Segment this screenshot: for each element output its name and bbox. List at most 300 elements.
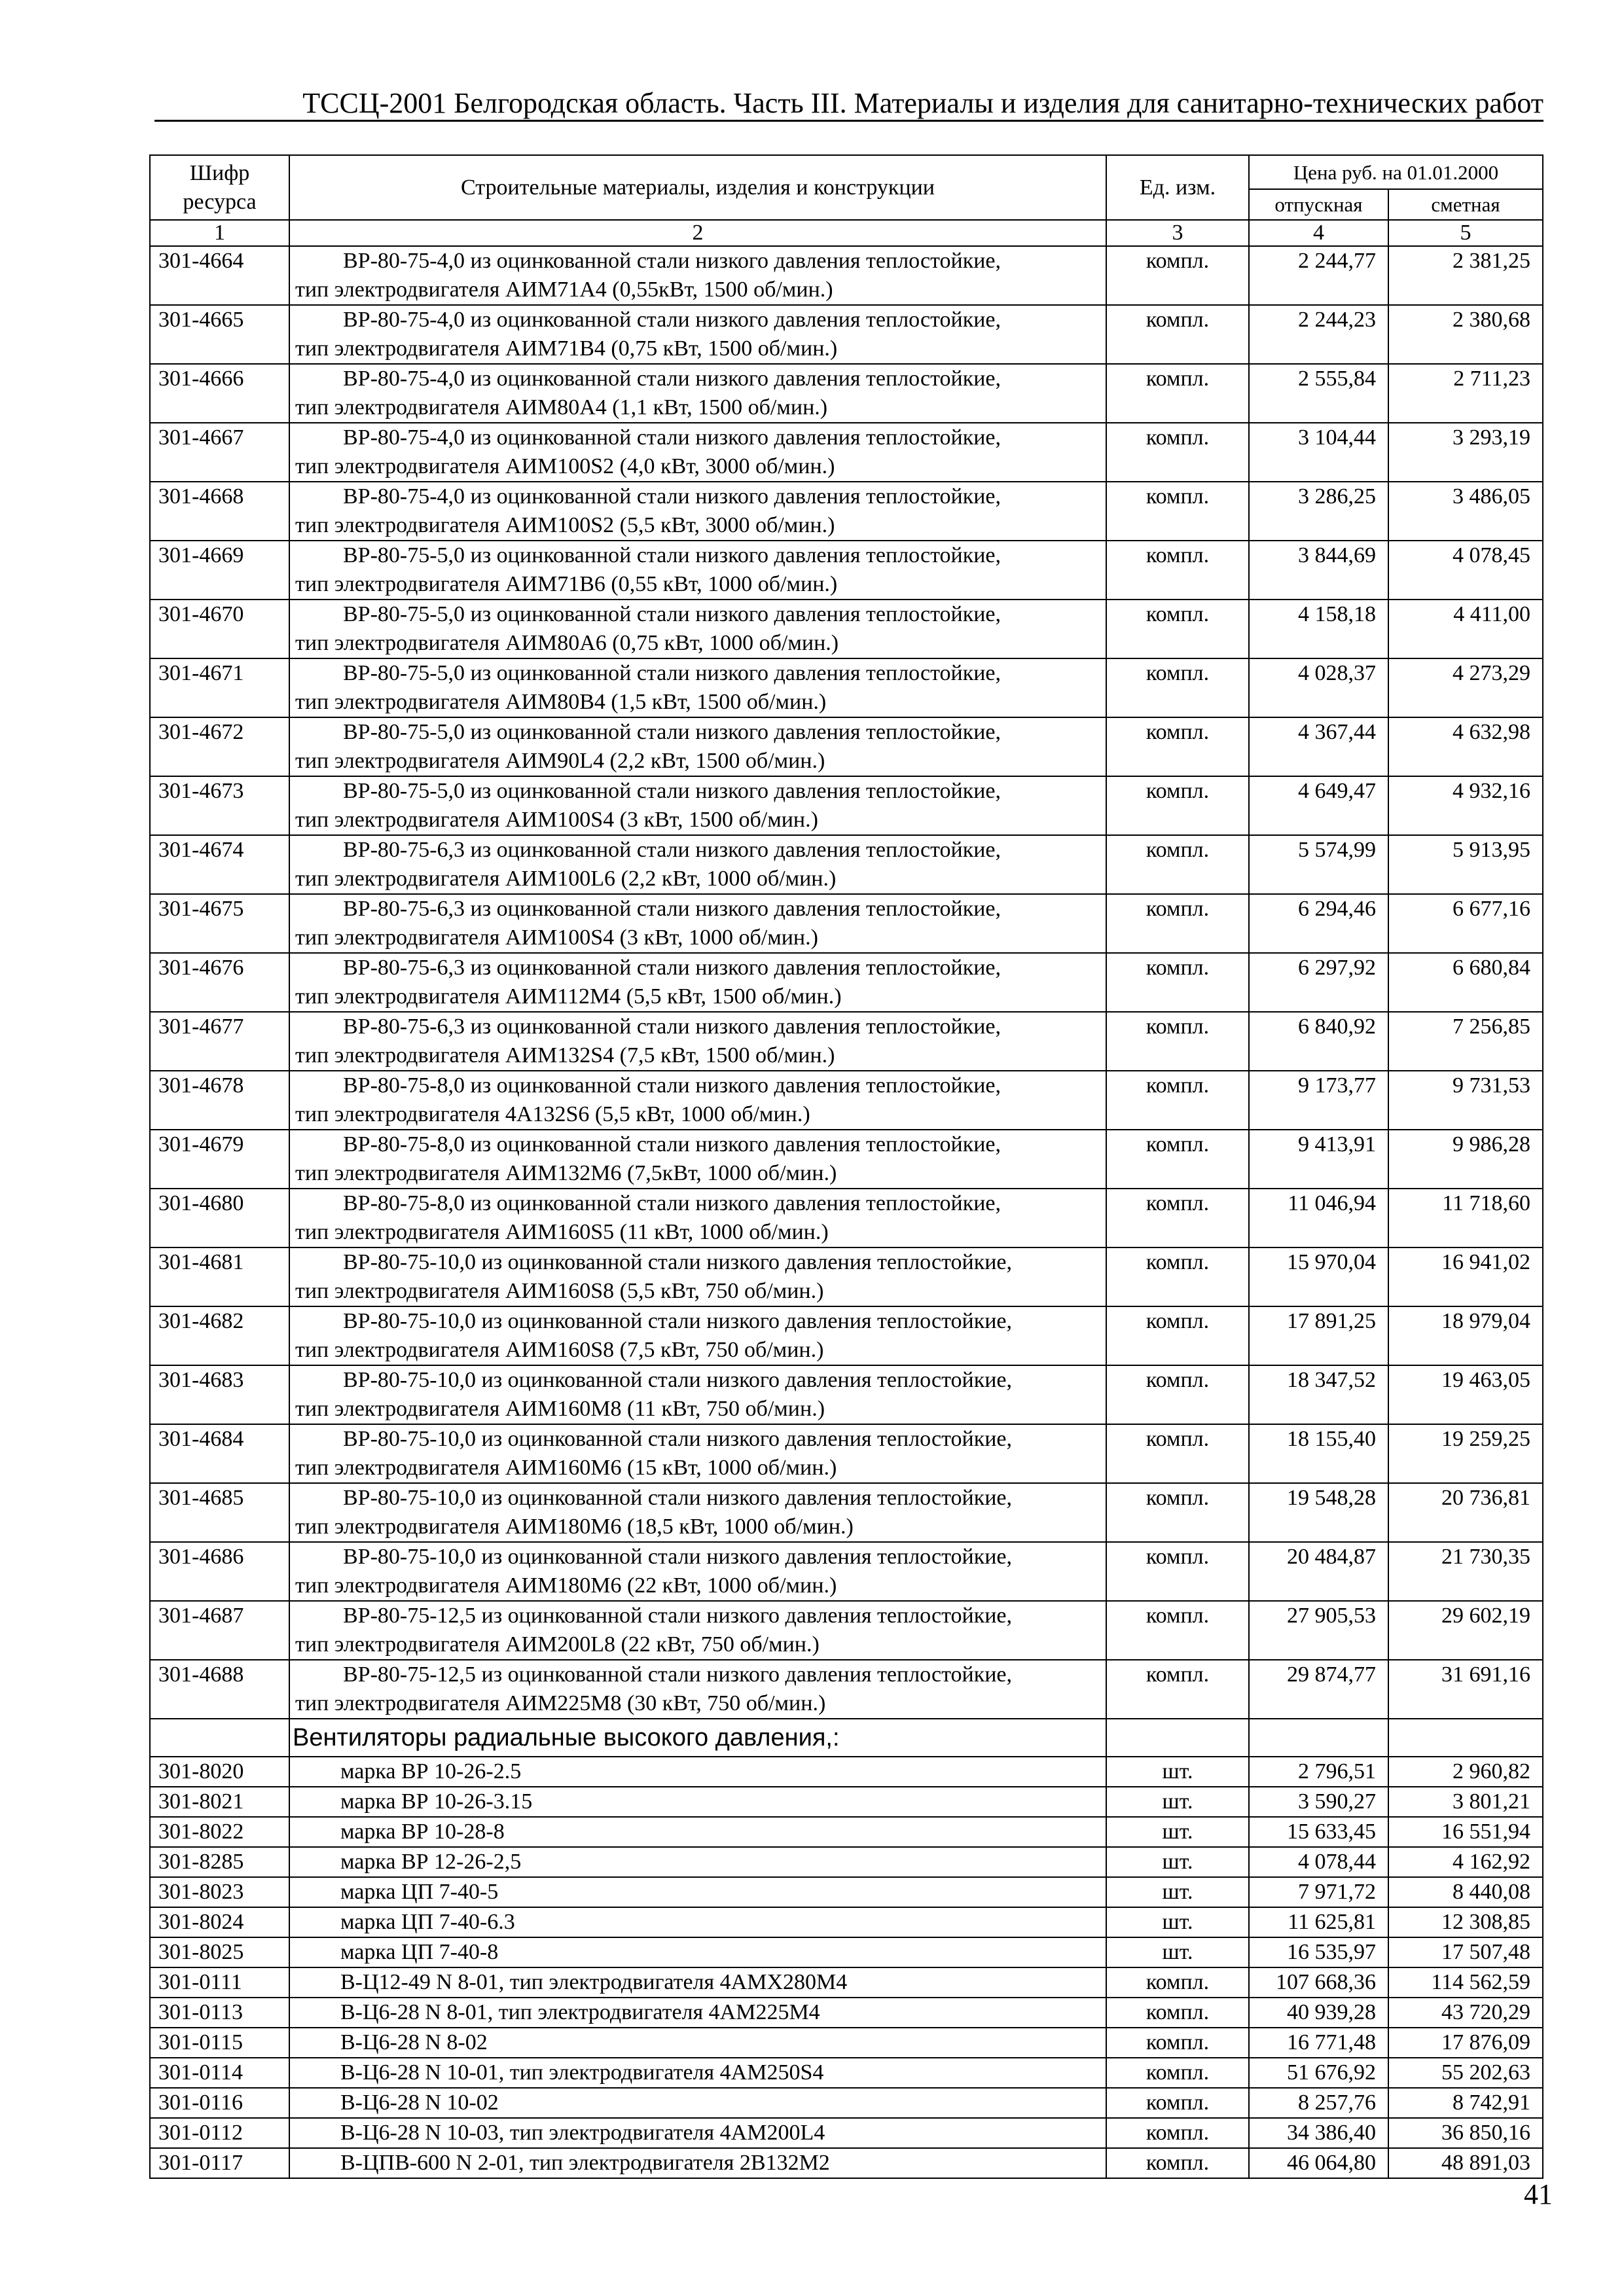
- unit-of-measure: шт.: [1106, 1907, 1249, 1937]
- description-line-2: тип электродвигателя АИМ200L8 (22 кВт, 750 об/мин.): [295, 1632, 820, 1657]
- estimate-price: 4 932,16: [1388, 776, 1543, 835]
- resource-code: 301-4670: [150, 600, 289, 658]
- release-price: 2 244,23: [1249, 305, 1388, 364]
- release-price: 6 294,46: [1249, 894, 1388, 953]
- release-price: 29 874,77: [1249, 1660, 1388, 1719]
- description-line-1: ВР-80-75-5,0 из оцинкованной стали низкого давления теплостойкие,: [343, 602, 1001, 626]
- release-price: 15 970,04: [1249, 1247, 1388, 1306]
- resource-code: 301-4672: [150, 717, 289, 776]
- resource-code: 301-4666: [150, 364, 289, 423]
- estimate-price: 21 730,35: [1388, 1542, 1543, 1601]
- description-line-1: ВР-80-75-10,0 из оцинкованной стали низкого давления теплостойкие,: [343, 1545, 1013, 1569]
- page-number: 41: [1524, 2178, 1553, 2210]
- release-price: 51 676,92: [1249, 2058, 1388, 2088]
- description-line-1: ВР-80-75-6,3 из оцинкованной стали низкого давления теплостойкие,: [343, 1014, 1001, 1039]
- table-row: [150, 894, 1543, 953]
- table-row: [150, 1247, 1543, 1306]
- estimate-price: 16 551,94: [1388, 1817, 1543, 1847]
- release-price: 4 158,18: [1249, 600, 1388, 658]
- section-unit-empty: [1106, 1719, 1249, 1757]
- table-row: [150, 1787, 1543, 1817]
- description-line-2: тип электродвигателя АИМ100L6 (2,2 кВт, 1000 об/мин.): [295, 867, 837, 891]
- release-price: 2 555,84: [1249, 364, 1388, 423]
- estimate-price: 3 486,05: [1388, 482, 1543, 541]
- release-price: 7 971,72: [1249, 1877, 1388, 1907]
- item-description: [289, 1601, 1106, 1660]
- description-line-1: ВР-80-75-8,0 из оцинкованной стали низкого давления теплостойкие,: [343, 1191, 1001, 1215]
- table-row: [150, 1757, 1543, 1787]
- price-table: [149, 154, 1543, 2179]
- resource-code: 301-4674: [150, 835, 289, 894]
- resource-code: 301-4669: [150, 541, 289, 600]
- description-line-2: тип электродвигателя 4А132S6 (5,5 кВт, 1000 об/мин.): [295, 1102, 810, 1126]
- unit-of-measure: компл.: [1106, 2118, 1249, 2148]
- item-description: [289, 1660, 1106, 1719]
- resource-code: 301-0111: [150, 1967, 289, 1998]
- item-description: [289, 1483, 1106, 1542]
- release-price: 3 590,27: [1249, 1787, 1388, 1817]
- unit-of-measure: компл.: [1106, 1365, 1249, 1424]
- table-row: [150, 482, 1543, 541]
- estimate-price: 19 463,05: [1388, 1365, 1543, 1424]
- table-row: [150, 1998, 1543, 2028]
- estimate-price: 2 711,23: [1388, 364, 1543, 423]
- item-description: [289, 1012, 1106, 1071]
- release-price: 5 574,99: [1249, 835, 1388, 894]
- table-row: [150, 2118, 1543, 2148]
- table-row: [150, 1601, 1543, 1660]
- item-description: марка ВР 12-26-2,5: [289, 1847, 1106, 1877]
- estimate-price: 9 731,53: [1388, 1071, 1543, 1130]
- resource-code: 301-4678: [150, 1071, 289, 1130]
- unit-of-measure: компл.: [1106, 894, 1249, 953]
- table-row: [150, 1817, 1543, 1847]
- table-row: [150, 246, 1543, 305]
- description-line-1: ВР-80-75-6,3 из оцинкованной стали низкого давления теплостойкие,: [343, 838, 1001, 862]
- resource-code: 301-8024: [150, 1907, 289, 1937]
- header-code: Шифр ресурса: [150, 155, 289, 220]
- header-rule: [154, 120, 1543, 122]
- release-price: 16 771,48: [1249, 2028, 1388, 2058]
- description-line-1: ВР-80-75-6,3 из оцинкованной стали низкого давления теплостойкие,: [343, 956, 1001, 980]
- description-line-2: тип электродвигателя АИМ225М8 (30 кВт, 750 об/мин.): [295, 1691, 826, 1715]
- item-description: [289, 600, 1106, 658]
- estimate-price: 31 691,16: [1388, 1660, 1543, 1719]
- resource-code: 301-4673: [150, 776, 289, 835]
- unit-of-measure: компл.: [1106, 600, 1249, 658]
- description-line-1: ВР-80-75-4,0 из оцинкованной стали низкого давления теплостойкие,: [343, 425, 1001, 450]
- resource-code: 301-0113: [150, 1998, 289, 2028]
- header-estimate-price: сметная: [1388, 189, 1543, 220]
- resource-code: 301-0116: [150, 2088, 289, 2118]
- item-description: [289, 482, 1106, 541]
- estimate-price: 4 273,29: [1388, 658, 1543, 717]
- resource-code: 301-4675: [150, 894, 289, 953]
- release-price: 46 064,80: [1249, 2148, 1388, 2178]
- table-row: [150, 600, 1543, 658]
- description-line-2: тип электродвигателя АИМ160S8 (7,5 кВт, 750 об/мин.): [295, 1338, 824, 1362]
- unit-of-measure: компл.: [1106, 2088, 1249, 2118]
- unit-of-measure: шт.: [1106, 1877, 1249, 1907]
- unit-of-measure: компл.: [1106, 1424, 1249, 1483]
- resource-code: 301-4688: [150, 1660, 289, 1719]
- unit-of-measure: компл.: [1106, 1247, 1249, 1306]
- unit-of-measure: шт.: [1106, 1847, 1249, 1877]
- resource-code: 301-4677: [150, 1012, 289, 1071]
- estimate-price: 29 602,19: [1388, 1601, 1543, 1660]
- resource-code: 301-4687: [150, 1601, 289, 1660]
- unit-of-measure: компл.: [1106, 1967, 1249, 1998]
- estimate-price: 18 979,04: [1388, 1306, 1543, 1365]
- description-line-2: тип электродвигателя АИМ100S2 (5,5 кВт, 3000 об/мин.): [295, 513, 835, 537]
- resource-code: 301-4679: [150, 1130, 289, 1189]
- item-description: марка ЦП 7-40-8: [289, 1937, 1106, 1967]
- resource-code: 301-4684: [150, 1424, 289, 1483]
- unit-of-measure: шт.: [1106, 1787, 1249, 1817]
- item-description: [289, 1189, 1106, 1247]
- item-description: [289, 1306, 1106, 1365]
- section-estimate-empty: [1388, 1719, 1543, 1757]
- table-row: [150, 423, 1543, 482]
- unit-of-measure: компл.: [1106, 1542, 1249, 1601]
- unit-of-measure: компл.: [1106, 246, 1249, 305]
- resource-code: 301-0114: [150, 2058, 289, 2088]
- description-line-1: ВР-80-75-4,0 из оцинкованной стали низкого давления теплостойкие,: [343, 367, 1001, 391]
- unit-of-measure: компл.: [1106, 1012, 1249, 1071]
- table-row: [150, 658, 1543, 717]
- resource-code: 301-8020: [150, 1757, 289, 1787]
- release-price: 4 028,37: [1249, 658, 1388, 717]
- unit-of-measure: компл.: [1106, 1130, 1249, 1189]
- header-name: Строительные материалы, изделия и конструкции: [289, 155, 1106, 220]
- table-row: [150, 1365, 1543, 1424]
- description-line-2: тип электродвигателя АИМ90L4 (2,2 кВт, 1500 об/мин.): [295, 749, 825, 773]
- description-line-1: ВР-80-75-5,0 из оцинкованной стали низкого давления теплостойкие,: [343, 720, 1001, 744]
- table-row: [150, 364, 1543, 423]
- release-price: 2 796,51: [1249, 1757, 1388, 1787]
- release-price: 18 347,52: [1249, 1365, 1388, 1424]
- resource-code: 301-4685: [150, 1483, 289, 1542]
- item-description: [289, 541, 1106, 600]
- release-price: 11 625,81: [1249, 1907, 1388, 1937]
- resource-code: 301-8021: [150, 1787, 289, 1817]
- estimate-price: 17 876,09: [1388, 2028, 1543, 2058]
- estimate-price: 7 256,85: [1388, 1012, 1543, 1071]
- item-description: марка ЦП 7-40-5: [289, 1877, 1106, 1907]
- release-price: 6 840,92: [1249, 1012, 1388, 1071]
- item-description: В-Ц6-28 N 8-01, тип электродвигателя 4АМ225М4: [289, 1998, 1106, 2028]
- description-line-2: тип электродвигателя АИМ160М8 (11 кВт, 750 об/мин.): [295, 1397, 825, 1421]
- unit-of-measure: компл.: [1106, 1601, 1249, 1660]
- release-price: 3 286,25: [1249, 482, 1388, 541]
- table-body: [150, 246, 1543, 2178]
- description-line-2: тип электродвигателя АИМ100S4 (3 кВт, 1500 об/мин.): [295, 808, 818, 832]
- item-description: [289, 305, 1106, 364]
- description-line-1: ВР-80-75-8,0 из оцинкованной стали низкого давления теплостойкие,: [343, 1132, 1001, 1157]
- description-line-1: ВР-80-75-10,0 из оцинкованной стали низкого давления теплостойкие,: [343, 1368, 1013, 1392]
- item-description: [289, 953, 1106, 1012]
- section-release-empty: [1249, 1719, 1388, 1757]
- item-description: [289, 1424, 1106, 1483]
- description-line-2: тип электродвигателя АИМ100S4 (3 кВт, 1000 об/мин.): [295, 925, 818, 950]
- table-row: [150, 1071, 1543, 1130]
- item-description: [289, 246, 1106, 305]
- item-description: марка ВР 10-28-8: [289, 1817, 1106, 1847]
- table-row: [150, 2088, 1543, 2118]
- release-price: 8 257,76: [1249, 2088, 1388, 2118]
- estimate-price: 8 440,08: [1388, 1877, 1543, 1907]
- unit-of-measure: компл.: [1106, 2148, 1249, 2178]
- table-row: [150, 953, 1543, 1012]
- item-description: [289, 717, 1106, 776]
- unit-of-measure: шт.: [1106, 1757, 1249, 1787]
- section-code-empty: [150, 1719, 289, 1757]
- description-line-2: тип электродвигателя АИМ160S8 (5,5 кВт, 750 об/мин.): [295, 1279, 824, 1303]
- release-price: 17 891,25: [1249, 1306, 1388, 1365]
- estimate-price: 43 720,29: [1388, 1998, 1543, 2028]
- unit-of-measure: компл.: [1106, 541, 1249, 600]
- estimate-price: 17 507,48: [1388, 1937, 1543, 1967]
- description-line-1: ВР-80-75-4,0 из оцинкованной стали низкого давления теплостойкие,: [343, 484, 1001, 509]
- description-line-2: тип электродвигателя АИМ80В4 (1,5 кВт, 1500 об/мин.): [295, 690, 827, 714]
- unit-of-measure: компл.: [1106, 1660, 1249, 1719]
- description-line-2: тип электродвигателя АИМ160М6 (15 кВт, 1000 об/мин.): [295, 1456, 837, 1480]
- description-line-2: тип электродвигателя АИМ160S5 (11 кВт, 1000 об/мин.): [295, 1220, 829, 1244]
- item-description: [289, 1071, 1106, 1130]
- item-description: [289, 1365, 1106, 1424]
- table-row: [150, 1424, 1543, 1483]
- resource-code: 301-4681: [150, 1247, 289, 1306]
- header-price-group: Цена руб. на 01.01.2000: [1249, 155, 1543, 189]
- unit-of-measure: компл.: [1106, 953, 1249, 1012]
- description-line-1: ВР-80-75-5,0 из оцинкованной стали низкого давления теплостойкие,: [343, 661, 1001, 685]
- resource-code: 301-0115: [150, 2028, 289, 2058]
- release-price: 34 386,40: [1249, 2118, 1388, 2148]
- resource-code: 301-4671: [150, 658, 289, 717]
- unit-of-measure: компл.: [1106, 1483, 1249, 1542]
- unit-of-measure: компл.: [1106, 423, 1249, 482]
- resource-code: 301-4665: [150, 305, 289, 364]
- resource-code: 301-8023: [150, 1877, 289, 1907]
- unit-of-measure: компл.: [1106, 1071, 1249, 1130]
- column-number: 3: [1106, 220, 1249, 246]
- unit-of-measure: компл.: [1106, 658, 1249, 717]
- item-description: [289, 776, 1106, 835]
- table-row: [150, 1937, 1543, 1967]
- item-description: [289, 1130, 1106, 1189]
- unit-of-measure: компл.: [1106, 1998, 1249, 2028]
- table-row: [150, 1306, 1543, 1365]
- resource-code: 301-0117: [150, 2148, 289, 2178]
- unit-of-measure: компл.: [1106, 305, 1249, 364]
- estimate-price: 4 078,45: [1388, 541, 1543, 600]
- table-row: [150, 2058, 1543, 2088]
- estimate-price: 4 162,92: [1388, 1847, 1543, 1877]
- description-line-2: тип электродвигателя АИМ132S4 (7,5 кВт, 1500 об/мин.): [295, 1043, 835, 1067]
- table-row: [150, 1130, 1543, 1189]
- estimate-price: 36 850,16: [1388, 2118, 1543, 2148]
- item-description: В-Ц6-28 N 10-03, тип электродвигателя 4АМ200L4: [289, 2118, 1106, 2148]
- resource-code: 301-4680: [150, 1189, 289, 1247]
- description-line-2: тип электродвигателя АИМ71В4 (0,75 кВт, 1500 об/мин.): [295, 336, 838, 361]
- resource-code: 301-4686: [150, 1542, 289, 1601]
- description-line-1: ВР-80-75-10,0 из оцинкованной стали низкого давления теплостойкие,: [343, 1427, 1013, 1451]
- estimate-price: 2 381,25: [1388, 246, 1543, 305]
- column-number: 5: [1388, 220, 1543, 246]
- column-number: 2: [289, 220, 1106, 246]
- item-description: В-Ц6-28 N 10-02: [289, 2088, 1106, 2118]
- release-price: 16 535,97: [1249, 1937, 1388, 1967]
- column-number: 4: [1249, 220, 1388, 246]
- item-description: В-Ц6-28 N 10-01, тип электродвигателя 4АМ250S4: [289, 2058, 1106, 2088]
- description-line-2: тип электродвигателя АИМ180М6 (22 кВт, 1000 об/мин.): [295, 1573, 837, 1598]
- resource-code: 301-0112: [150, 2118, 289, 2148]
- item-description: марка ЦП 7-40-6.3: [289, 1907, 1106, 1937]
- item-description: [289, 894, 1106, 953]
- description-line-2: тип электродвигателя АИМ180М6 (18,5 кВт, 1000 об/мин.): [295, 1515, 854, 1539]
- release-price: 18 155,40: [1249, 1424, 1388, 1483]
- table-row: [150, 776, 1543, 835]
- unit-of-measure: компл.: [1106, 364, 1249, 423]
- item-description: [289, 658, 1106, 717]
- resource-code: 301-8025: [150, 1937, 289, 1967]
- estimate-price: 11 718,60: [1388, 1189, 1543, 1247]
- table-row: [150, 1542, 1543, 1601]
- estimate-price: 6 677,16: [1388, 894, 1543, 953]
- resource-code: 301-4664: [150, 246, 289, 305]
- column-number-row: [150, 220, 1543, 246]
- resource-code: 301-4682: [150, 1306, 289, 1365]
- estimate-price: 55 202,63: [1388, 2058, 1543, 2088]
- release-price: 27 905,53: [1249, 1601, 1388, 1660]
- table-row: [150, 835, 1543, 894]
- item-description: В-ЦПВ-600 N 2-01, тип электродвигателя 2В132М2: [289, 2148, 1106, 2178]
- item-description: [289, 364, 1106, 423]
- release-price: 2 244,77: [1249, 246, 1388, 305]
- release-price: 4 078,44: [1249, 1847, 1388, 1877]
- release-price: 19 548,28: [1249, 1483, 1388, 1542]
- estimate-price: 4 411,00: [1388, 600, 1543, 658]
- estimate-price: 8 742,91: [1388, 2088, 1543, 2118]
- release-price: 9 173,77: [1249, 1071, 1388, 1130]
- description-line-1: ВР-80-75-6,3 из оцинкованной стали низкого давления теплостойкие,: [343, 897, 1001, 921]
- description-line-2: тип электродвигателя АИМ80А4 (1,1 кВт, 1500 об/мин.): [295, 395, 828, 420]
- estimate-price: 19 259,25: [1388, 1424, 1543, 1483]
- item-description: [289, 835, 1106, 894]
- resource-code: 301-4668: [150, 482, 289, 541]
- section-header-row: [150, 1719, 1543, 1757]
- description-line-1: ВР-80-75-10,0 из оцинкованной стали низкого давления теплостойкие,: [343, 1486, 1013, 1510]
- resource-code: 301-8022: [150, 1817, 289, 1847]
- unit-of-measure: компл.: [1106, 2028, 1249, 2058]
- section-title: Вентиляторы радиальные высокого давления,:: [289, 1719, 1106, 1757]
- unit-of-measure: компл.: [1106, 1189, 1249, 1247]
- estimate-price: 6 680,84: [1388, 953, 1543, 1012]
- unit-of-measure: шт.: [1106, 1937, 1249, 1967]
- unit-of-measure: компл.: [1106, 717, 1249, 776]
- table-row: [150, 1847, 1543, 1877]
- release-price: 11 046,94: [1249, 1189, 1388, 1247]
- unit-of-measure: компл.: [1106, 1306, 1249, 1365]
- estimate-price: 12 308,85: [1388, 1907, 1543, 1937]
- description-line-2: тип электродвигателя АИМ71В6 (0,55 кВт, 1000 об/мин.): [295, 572, 838, 596]
- description-line-2: тип электродвигателя АИМ71А4 (0,55кВт, 1500 об/мин.): [295, 278, 833, 302]
- unit-of-measure: компл.: [1106, 776, 1249, 835]
- release-price: 9 413,91: [1249, 1130, 1388, 1189]
- table-row: [150, 2148, 1543, 2178]
- item-description: [289, 1542, 1106, 1601]
- table-row: [150, 1660, 1543, 1719]
- estimate-price: 3 801,21: [1388, 1787, 1543, 1817]
- estimate-price: 3 293,19: [1388, 423, 1543, 482]
- item-description: марка ВР 10-26-3.15: [289, 1787, 1106, 1817]
- release-price: 4 367,44: [1249, 717, 1388, 776]
- description-line-1: ВР-80-75-5,0 из оцинкованной стали низкого давления теплостойкие,: [343, 779, 1001, 803]
- table-row: [150, 1877, 1543, 1907]
- table-row: [150, 717, 1543, 776]
- estimate-price: 5 913,95: [1388, 835, 1543, 894]
- item-description: В-Ц6-28 N 8-02: [289, 2028, 1106, 2058]
- table-row: [150, 305, 1543, 364]
- resource-code: 301-4667: [150, 423, 289, 482]
- release-price: 107 668,36: [1249, 1967, 1388, 1998]
- page-header-title: ТССЦ-2001 Белгородская область. Часть III. Материалы и изделия для санитарно-технических работ: [302, 87, 1543, 119]
- resource-code: 301-4683: [150, 1365, 289, 1424]
- table-row: [150, 1967, 1543, 1998]
- estimate-price: 2 380,68: [1388, 305, 1543, 364]
- table-row: [150, 1907, 1543, 1937]
- description-line-1: ВР-80-75-10,0 из оцинкованной стали низкого давления теплостойкие,: [343, 1309, 1013, 1333]
- table-row: [150, 1189, 1543, 1247]
- description-line-1: ВР-80-75-5,0 из оцинкованной стали низкого давления теплостойкие,: [343, 543, 1001, 567]
- column-number: 1: [150, 220, 289, 246]
- description-line-1: ВР-80-75-4,0 из оцинкованной стали низкого давления теплостойкие,: [343, 308, 1001, 332]
- release-price: 40 939,28: [1249, 1998, 1388, 2028]
- resource-code: 301-8285: [150, 1847, 289, 1877]
- description-line-1: ВР-80-75-4,0 из оцинкованной стали низкого давления теплостойкие,: [343, 249, 1001, 273]
- release-price: 20 484,87: [1249, 1542, 1388, 1601]
- item-description: [289, 1247, 1106, 1306]
- table-row: [150, 2028, 1543, 2058]
- header-release-price: отпускная: [1249, 189, 1388, 220]
- estimate-price: 9 986,28: [1388, 1130, 1543, 1189]
- unit-of-measure: компл.: [1106, 835, 1249, 894]
- resource-code: 301-4676: [150, 953, 289, 1012]
- description-line-2: тип электродвигателя АИМ132М6 (7,5кВт, 1000 об/мин.): [295, 1161, 837, 1185]
- header-unit: Ед. изм.: [1106, 155, 1249, 220]
- estimate-price: 20 736,81: [1388, 1483, 1543, 1542]
- description-line-2: тип электродвигателя АИМ80А6 (0,75 кВт, 1000 об/мин.): [295, 631, 839, 655]
- description-line-1: ВР-80-75-12,5 из оцинкованной стали низкого давления теплостойкие,: [343, 1604, 1013, 1628]
- description-line-2: тип электродвигателя АИМ112М4 (5,5 кВт, 1500 об/мин.): [295, 984, 842, 1009]
- table-row: [150, 1012, 1543, 1071]
- table-row: [150, 541, 1543, 600]
- release-price: 3 104,44: [1249, 423, 1388, 482]
- estimate-price: 48 891,03: [1388, 2148, 1543, 2178]
- unit-of-measure: шт.: [1106, 1817, 1249, 1847]
- table-row: [150, 1483, 1543, 1542]
- estimate-price: 114 562,59: [1388, 1967, 1543, 1998]
- item-description: В-Ц12-49 N 8-01, тип электродвигателя 4АМХ280М4: [289, 1967, 1106, 1998]
- unit-of-measure: компл.: [1106, 482, 1249, 541]
- description-line-1: ВР-80-75-10,0 из оцинкованной стали низкого давления теплостойкие,: [343, 1250, 1013, 1274]
- release-price: 4 649,47: [1249, 776, 1388, 835]
- release-price: 6 297,92: [1249, 953, 1388, 1012]
- estimate-price: 16 941,02: [1388, 1247, 1543, 1306]
- release-price: 15 633,45: [1249, 1817, 1388, 1847]
- description-line-1: ВР-80-75-8,0 из оцинкованной стали низкого давления теплостойкие,: [343, 1073, 1001, 1098]
- description-line-1: ВР-80-75-12,5 из оцинкованной стали низкого давления теплостойкие,: [343, 1662, 1013, 1687]
